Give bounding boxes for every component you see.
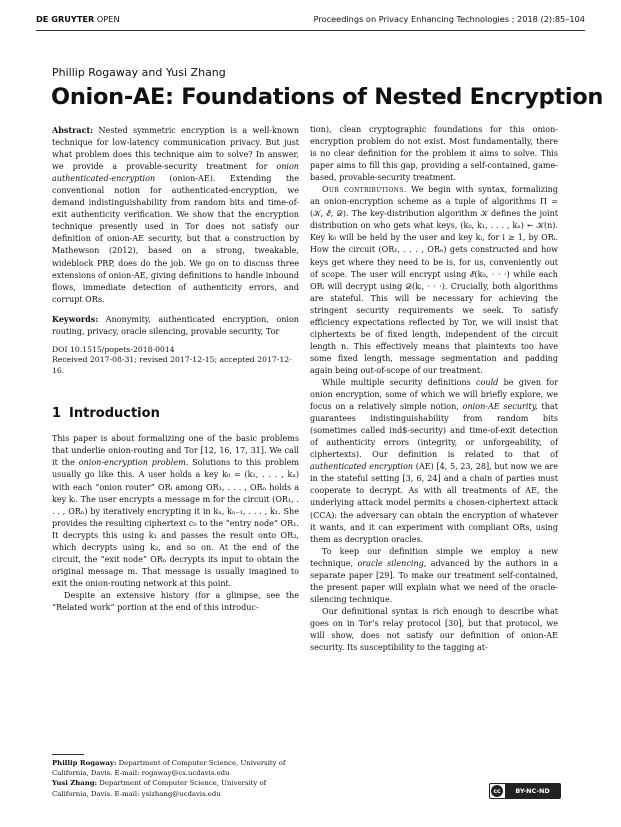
right-paragraph-1: tion), clean cryptographic foundations for this onion-encryption problem do not exist. Most fundamentally, there is no clear definition for the problem it aims to solve. This paper aims to fill this gap, providing a self-contained, game-based, provable-security treatment.: [310, 125, 558, 183]
journal-reference: Proceedings on Privacy Enhancing Technologies ; 2018 (2):85–104: [313, 14, 585, 24]
section-heading: 1 Introduction: [52, 406, 160, 422]
intro-paragraph-2: Despite an extensive history (for a glimpse, see the “Related work” portion at the end of this introduc-: [52, 590, 299, 612]
doi-info: [52, 345, 299, 377]
received-dates: Received 2017-08-31; revised 2017-12-15; accepted 2017-12-16.: [52, 355, 292, 375]
paper-title: Onion-AE: Foundations of Nested Encryption: [51, 84, 604, 110]
author-footnotes: [52, 758, 299, 799]
doi: DOI 10.1515/popets-2018-0014: [52, 344, 175, 354]
security-definitions-paragraph: While multiple security definitions could be given for onion encryption, some of which we will briefly explore, we focus on a relatively simple notion, onion-AE security, that guarantees indistinguishability from random bits (sometimes called ind$-security) and time-of-exit detection of authenticity errors (integrity, or unforgeability, of ciphertexts). Our definition is related to that of authenticated encryption (AE) [4, 5, 23, 28], but now we are in the stateful setting [3, 6, 24] and a chain of parties must cooperate to decrypt. As with all treatments of AE, the underlying attack model permits a chosen-ciphertext attack (CCA): the adversary can obtain the encryption of whatever it wants, and it can experiment with compliant ORs, using them as decryption oracles.: [310, 377, 558, 544]
footnote-rule: [52, 754, 84, 755]
author-line: Phillip Rogaway and Yusi Zhang: [52, 66, 226, 79]
cc-license-badge: [489, 783, 561, 799]
footnote-rogaway: Phillip Rogaway: Department of Computer Science, University of California, Davis. E-mail: rogaway@cs.ucdavis.edu: [52, 759, 286, 778]
running-header: [36, 14, 585, 28]
oracle-silencing-paragraph: To keep our definition simple we employ a new technique, oracle silencing, advanced by the authors in a separate paper [29]. To make our treatment self-contained, the present paper will explain what we need of the oracle-silencing technique.: [310, 546, 559, 604]
creative-commons-icon: cc: [491, 785, 503, 797]
license-text: BY-NC-ND: [505, 784, 560, 798]
header-rule: [36, 30, 585, 31]
contributions-paragraph: Our contributions. We begin with syntax, formalizing an onion-encryption scheme as a tuple of algorithms Π = (𝒦, ℰ, 𝒟). The key-distribution algorithm 𝒦 defines the joint distribution on who gets what keys, (k₀, k₁, . . . , kₙ) ↞ 𝒦(n). Key k₀ will be held by the user and key kᵢ, for i ≥ 1, by ORᵢ. How the circuit (OR₁, . . . , ORₙ) gets constructed and how keys get where they need to be is, for us, conveniently out of scope. The user will encrypt using ℰ(k₀, · · ·) while each ORᵢ will decrypt using 𝒟(kᵢ, · · ·). Crucially, both algorithms are stateful. This will be necessary for achieving the stringent security requirements we seek. To satisfy efficiency expectations reflected by Tor, we will insist that ciphertexts be of fixed length, independent of the circuit length n. This effectively means that plaintexts too have some fixed length, message segmentation and padding again being out-of-scope of our treatment.: [310, 185, 558, 375]
intro-paragraph-1: This paper is about formalizing one of the basic problems that underlie onion-routing and Tor [12, 16, 17, 31]. We call it the onion-encryption problem. Solutions to this problem usually go like this. A user holds a key k₀ = (k₁, . . . , kₙ) with each “onion router” ORᵢ among OR₁, . . . , ORₙ holds a key kᵢ. The user encrypts a message m for the circuit (OR₁, . . . , ORₙ) by iteratively encrypting it in kₙ, kₙ₋₁, . . . , k₁. She provides the resulting ciphertext c₀ to the “entry node” OR₁. It decrypts this using k₁ and passes the result onto OR₂, which decrypts using k₂, and so on. At the end of the circuit, the “exit node” ORₙ decrypts its input to obtain the original message m. That message is usually imagined to exit the onion-routing network at this point.: [52, 434, 299, 588]
right-column: [310, 124, 558, 654]
left-column: [52, 124, 299, 614]
footnote-zhang: Yusi Zhang: Department of Computer Science, University of California, Davis. E-mail: ysizhang@ucdavis.edu: [52, 779, 267, 798]
publisher-name: DE GRUYTER OPEN: [36, 14, 120, 24]
abstract: Abstract: Nested symmetric encryption is a well-known technique for low-latency communication privacy. But just what problem does this technique aim to solve? In answer, we provide a provable-security treatment for onion authenticated-encryption (onion-AE). Extending the conventional notion for authenticated-encryption, we demand indistinguishability from random bits and time-of-exit authenticity verification. We show that the encryption technique presently used in Tor does not satisfy our definition of onion-AE security, but that a construction by Mathewson (2012), based on a strong, tweakable, wideblock PRP, does do the job. We go on to discuss three extensions of onion-AE, giving definitions to handle inbound flows, immediate detection of authenticity errors, and corrupt ORs.: [52, 125, 299, 304]
keywords: Keywords: Anonymity, authenticated encryption, onion routing, privacy, oracle silencing, provable security, Tor: [52, 313, 299, 336]
syntax-paragraph: Our definitional syntax is rich enough to describe what goes on in Tor’s relay protocol [30], but that protocol, we will show, does not satisfy our definition of onion-AE security. Its susceptibility to the tagging at-: [310, 606, 558, 653]
